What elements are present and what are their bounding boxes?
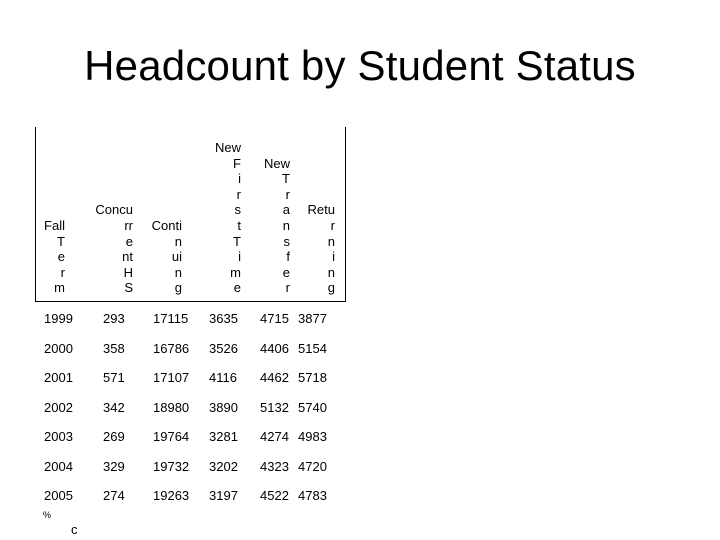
header-continuing: Conti n ui n g bbox=[151, 218, 182, 296]
table-row bbox=[0, 368, 720, 388]
table-cell: 4462 bbox=[260, 370, 289, 385]
table-cell: 2001 bbox=[44, 370, 73, 385]
table-cell: 17107 bbox=[153, 370, 190, 385]
table-cell: 16786 bbox=[153, 340, 190, 356]
table-cell: 3635 bbox=[209, 311, 238, 326]
table-cell: 1999 bbox=[44, 311, 73, 326]
table-cell: 329 bbox=[103, 458, 125, 474]
footer-letter: c bbox=[71, 522, 78, 537]
table-cell: 269 bbox=[103, 429, 125, 444]
header-new-first-time: New F i r s t T i m e bbox=[214, 140, 241, 296]
table-cell: 3202 bbox=[209, 458, 238, 474]
table-cell: 2005 bbox=[44, 488, 73, 503]
table-cell: 4783 bbox=[298, 488, 327, 503]
table-cell: 4983 bbox=[298, 429, 327, 444]
table-cell: 4720 bbox=[298, 458, 327, 474]
table-cell: 19263 bbox=[153, 488, 190, 503]
table-row bbox=[0, 309, 720, 329]
table-cell: 4323 bbox=[260, 458, 289, 474]
table-cell: 5154 bbox=[298, 340, 327, 356]
table-row bbox=[0, 339, 720, 359]
table-cell: 17115 bbox=[153, 311, 189, 326]
table-cell: 2003 bbox=[44, 429, 73, 444]
table-row bbox=[0, 427, 720, 447]
table-cell: 5132 bbox=[260, 399, 289, 415]
table-cell: 293 bbox=[103, 311, 125, 326]
table-cell: 5740 bbox=[298, 399, 327, 415]
header-returning: Retu r n i n g bbox=[307, 202, 335, 296]
table-cell: 4406 bbox=[260, 340, 289, 356]
table-cell: 2004 bbox=[44, 458, 73, 474]
table-cell: 358 bbox=[103, 340, 125, 356]
table-cell: 4715 bbox=[260, 311, 289, 326]
table-cell: 3526 bbox=[209, 340, 238, 356]
table-cell: 4522 bbox=[260, 488, 289, 503]
page-title: Headcount by Student Status bbox=[84, 42, 636, 89]
header-fall-term: Fall T e r m bbox=[44, 218, 65, 296]
header-concurrent-hs: Concu rr e nt H S bbox=[95, 202, 133, 296]
footer-percent: % bbox=[43, 510, 52, 520]
table-cell: 3281 bbox=[209, 429, 238, 444]
table-cell: 18980 bbox=[153, 399, 190, 415]
table-cell: 571 bbox=[103, 370, 125, 385]
table-cell: 19764 bbox=[153, 429, 190, 444]
table-row bbox=[0, 457, 720, 477]
table-cell: 3877 bbox=[298, 311, 327, 326]
table-cell: 3890 bbox=[209, 399, 238, 415]
table-cell: 4274 bbox=[260, 429, 289, 444]
table-cell: 2002 bbox=[44, 399, 73, 415]
table-cell: 3197 bbox=[209, 488, 238, 503]
table-cell: 2000 bbox=[44, 340, 73, 356]
table-cell: 274 bbox=[103, 488, 125, 503]
table-row bbox=[0, 398, 720, 418]
table-row bbox=[0, 486, 720, 506]
table-cell: 19732 bbox=[153, 458, 190, 474]
table-cell: 5718 bbox=[298, 370, 327, 385]
table-cell: 342 bbox=[103, 399, 125, 415]
table-cell: 4116 bbox=[209, 370, 237, 385]
header-new-transfer: New T r a n s f e r bbox=[263, 155, 290, 296]
table-header-box bbox=[35, 127, 346, 302]
